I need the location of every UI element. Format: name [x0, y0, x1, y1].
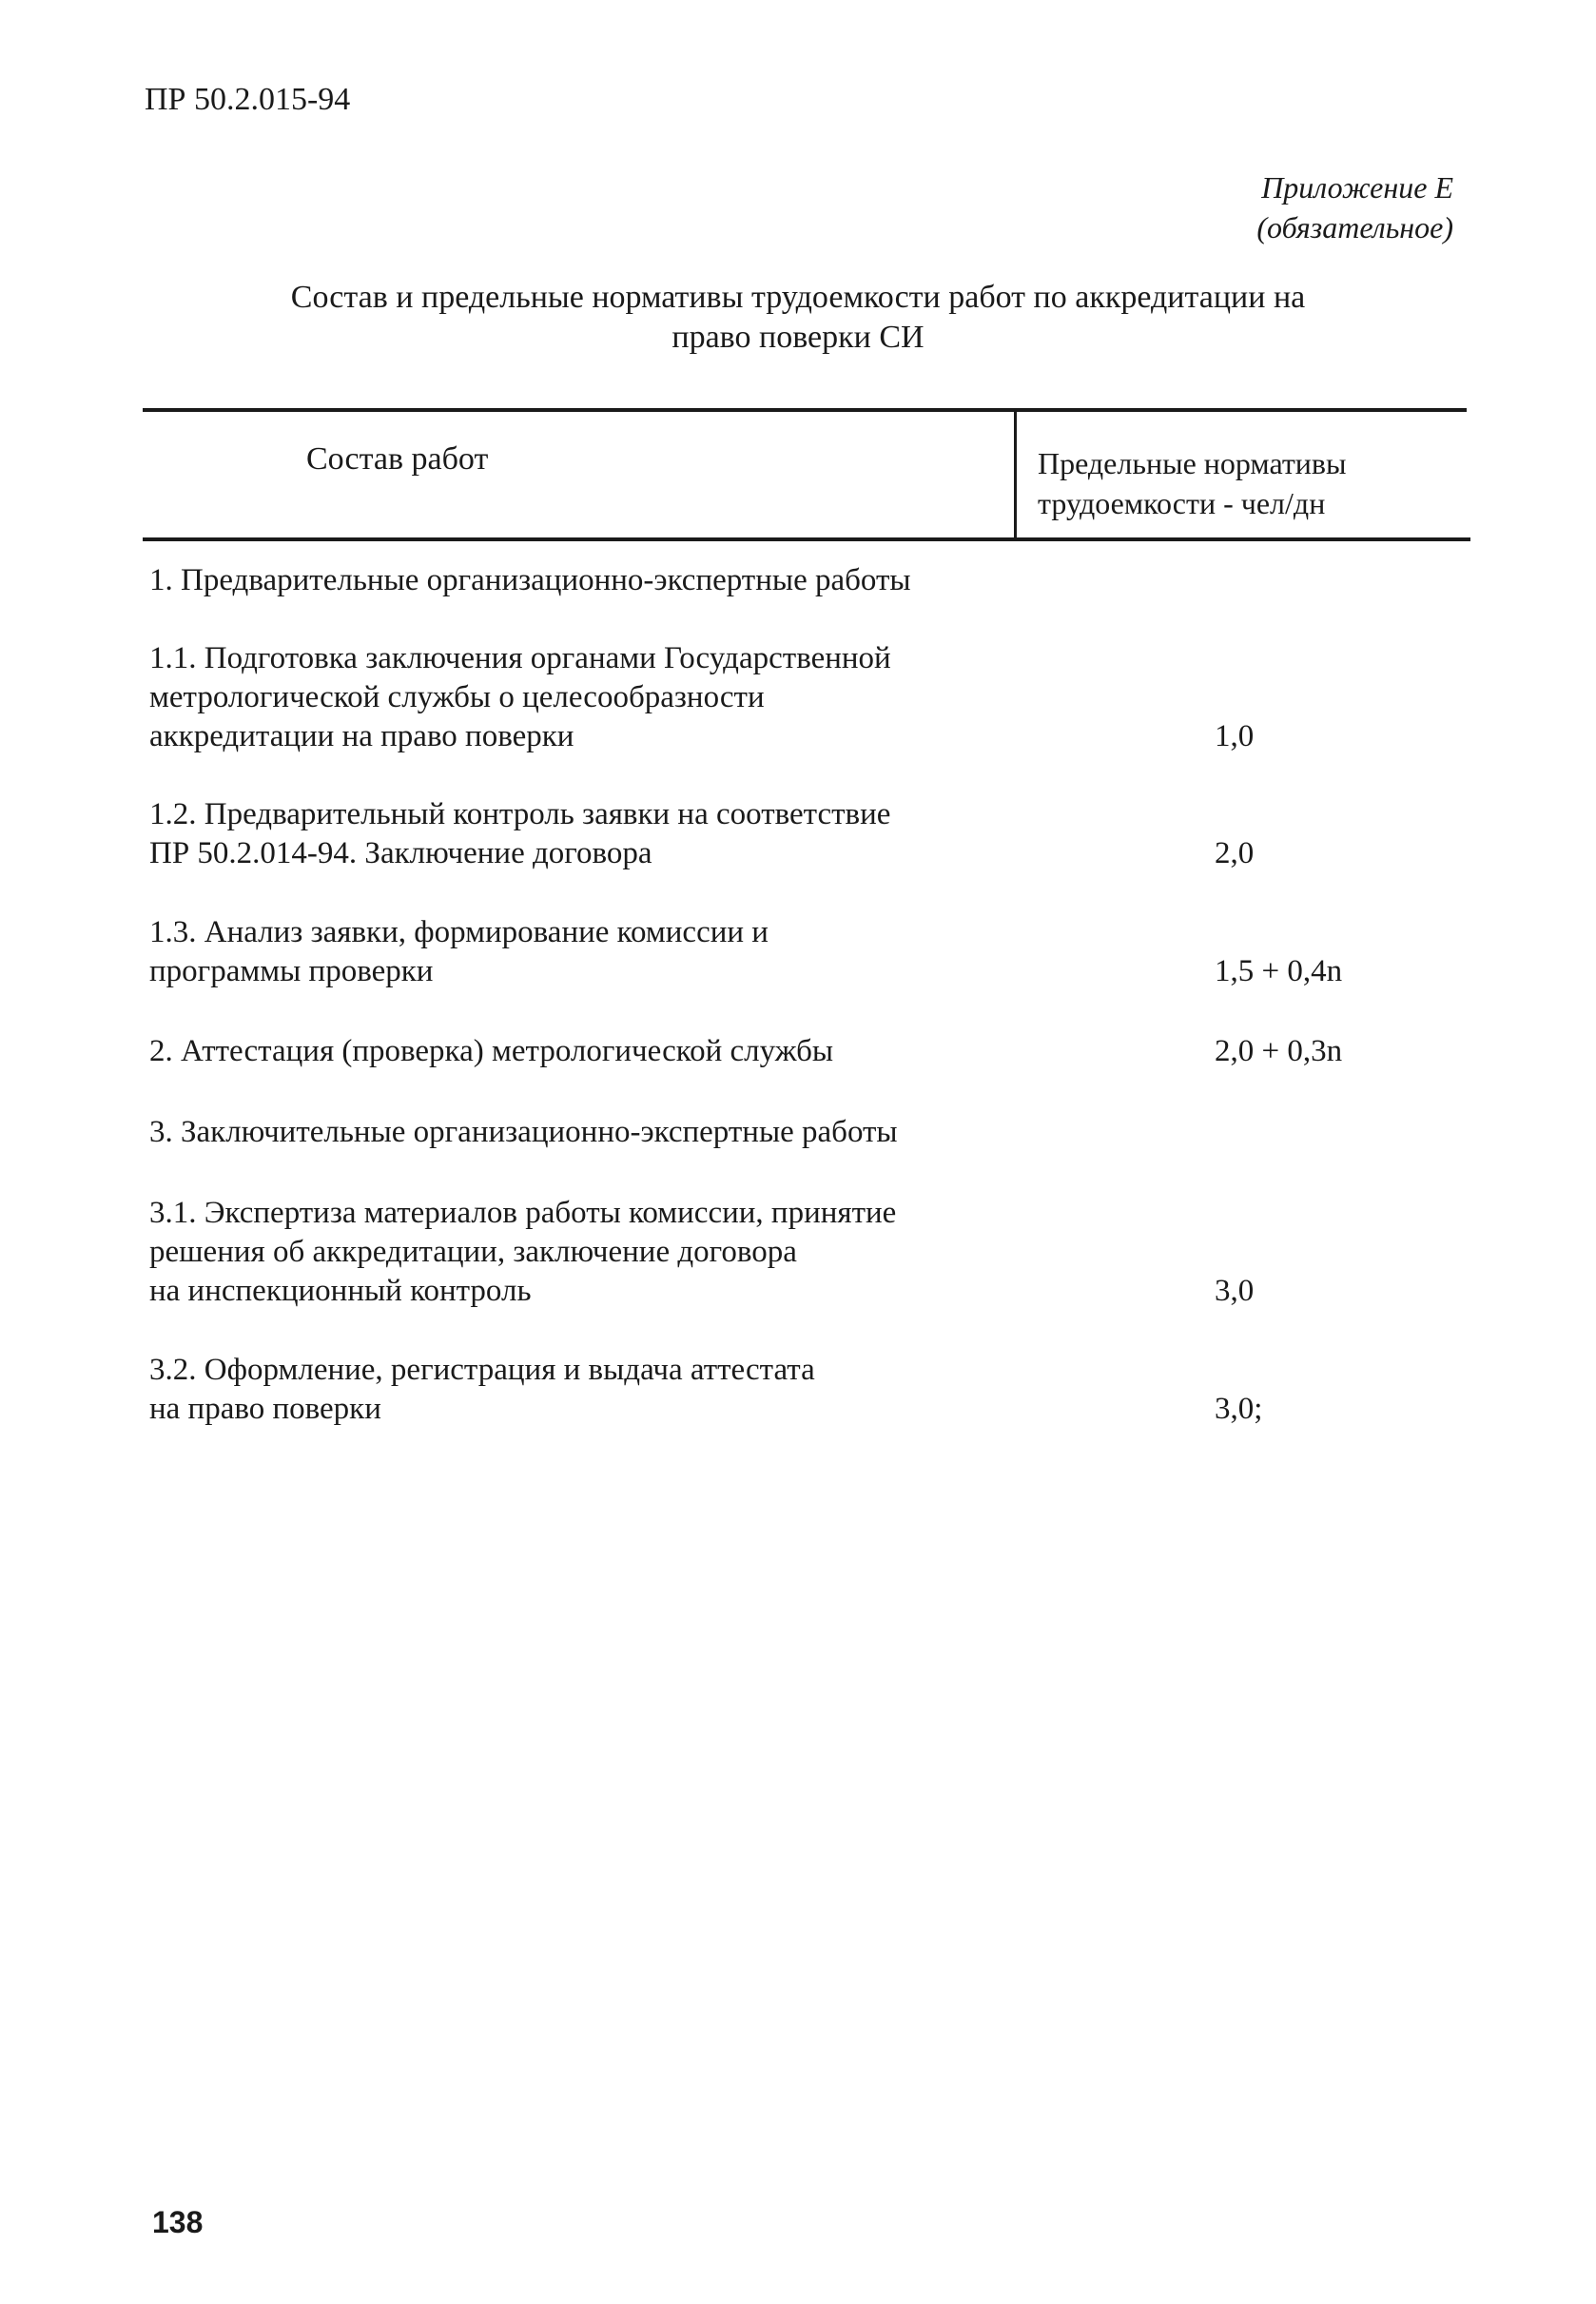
row-text — [149, 561, 1443, 600]
row-text-line: 1.2. Предварительный контроль заявки на соответствие — [149, 797, 891, 831]
row-text-line: 3.1. Экспертиза материалов работы комиссии, принятие — [149, 1196, 897, 1230]
row-text-line: 1. Предварительные организационно-экспертные работы — [149, 563, 911, 597]
table-row — [149, 1351, 1443, 1429]
table-row — [149, 1194, 1443, 1311]
row-text-line: ПР 50.2.014-94. Заключение договора — [149, 836, 652, 870]
row-text-line: 3.2. Оформление, регистрация и выдача аттестата — [149, 1353, 815, 1387]
title-line: право поверки СИ — [671, 320, 925, 355]
row-value: 2,0 + 0,3n — [1215, 1034, 1343, 1068]
row-text — [149, 1113, 1443, 1152]
row-value: 1,0 — [1215, 719, 1255, 753]
row-text-line: 1.1. Подготовка заключения органами Государственной — [149, 641, 891, 675]
appendix-label: Приложение Е — [1261, 170, 1453, 205]
row-text-line: программы проверки — [149, 954, 434, 988]
header-work-composition: Состав работ — [306, 441, 489, 477]
header-norm-line: Предельные нормативы — [1038, 446, 1347, 480]
row-text-line: метрологической службы о целесообразности — [149, 680, 765, 714]
table-row — [149, 561, 1443, 600]
table-title — [0, 278, 1596, 358]
table-row — [149, 1113, 1443, 1152]
row-text-line: на право поверки — [149, 1392, 381, 1426]
header-labor-norms — [1038, 443, 1347, 523]
row-text-line: 1.3. Анализ заявки, формирование комиссии и — [149, 915, 769, 949]
row-value: 2,0 — [1215, 836, 1255, 870]
title-line: Состав и предельные нормативы трудоемкости работ по аккредитации на — [290, 280, 1306, 315]
header-bottom-rule — [143, 537, 1470, 541]
row-text-line: 2. Аттестация (проверка) метрологической службы — [149, 1034, 834, 1068]
row-value: 1,5 + 0,4n — [1215, 954, 1343, 988]
document-code: ПР 50.2.015-94 — [145, 82, 351, 117]
table-top-rule — [143, 408, 1467, 412]
page-number: 138 — [152, 2205, 204, 2239]
table-row — [149, 795, 1443, 873]
row-value: 3,0; — [1215, 1392, 1263, 1426]
header-norm-line: трудоемкости - чел/дн — [1038, 486, 1326, 520]
header-column-divider — [1014, 409, 1017, 539]
row-text-line: аккредитации на право поверки — [149, 719, 574, 753]
row-value: 3,0 — [1215, 1274, 1255, 1308]
table-row — [149, 913, 1443, 991]
appendix-status: (обязательное) — [1256, 210, 1453, 244]
row-text-line: 3. Заключительные организационно-экспертные работы — [149, 1115, 898, 1149]
table-row — [149, 639, 1443, 756]
appendix-heading — [1256, 167, 1453, 247]
row-text-line: на инспекционный контроль — [149, 1274, 532, 1308]
row-text-line: решения об аккредитации, заключение договора — [149, 1235, 797, 1269]
table-row — [149, 1032, 1443, 1071]
